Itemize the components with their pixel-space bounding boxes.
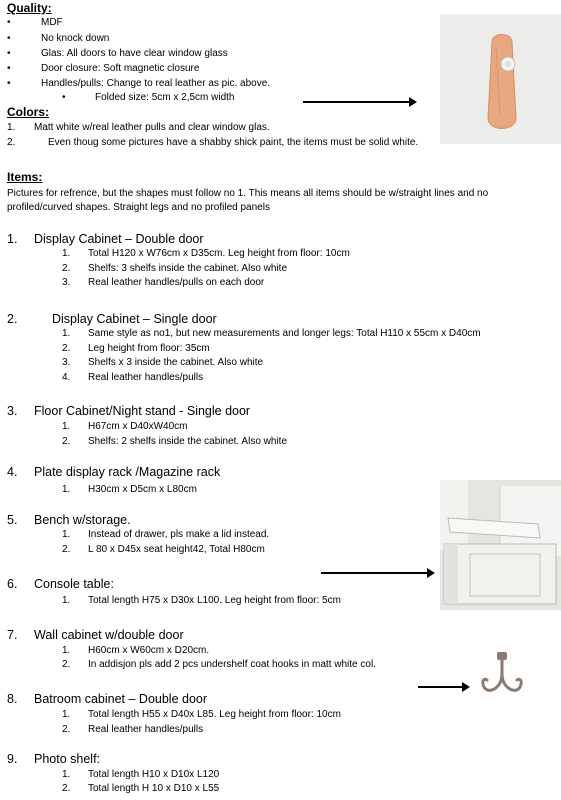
- item-title: Floor Cabinet/Night stand - Single door: [34, 404, 251, 418]
- bench-storage-photo: [440, 480, 561, 610]
- arrow-right-icon: [418, 686, 468, 688]
- item-number: 6.: [7, 577, 18, 591]
- sub-item-number: 3.: [62, 277, 71, 288]
- item-number: 4.: [7, 465, 18, 479]
- bullet-icon: •: [7, 48, 11, 59]
- item-title: Photo shelf:: [34, 752, 101, 766]
- items-intro: Pictures for refrence, but the shapes must follow no 1. This means all items should be w/straight lines and no profiled/curved shapes. Straight legs and no profiled panels: [7, 188, 489, 213]
- sub-item-number: 2.: [62, 544, 71, 555]
- arrow-right-icon: [321, 572, 433, 574]
- quality-bullet: MDF: [41, 17, 63, 28]
- sub-item: Total length H 10 x D10 x L55: [88, 783, 220, 794]
- quality-bullet: Glas: All doors to have clear window glass: [41, 48, 228, 59]
- sub-item-number: 1.: [62, 248, 71, 259]
- colors-item: Even thoug some pictures have a shabby shick paint, the items must be solid white.: [48, 137, 419, 148]
- items-heading: Items:: [7, 170, 43, 184]
- colors-heading: Colors:: [7, 105, 49, 119]
- item-number: 1.: [7, 232, 18, 246]
- colors-item: Matt white w/real leather pulls and clear window glas.: [34, 122, 270, 133]
- item-number: 7.: [7, 628, 18, 642]
- sub-item-number: 1.: [62, 709, 71, 720]
- sub-item-number: 1.: [62, 484, 71, 495]
- bullet-icon: •: [7, 78, 11, 89]
- bullet-icon: •: [7, 17, 11, 28]
- item-number: 8.: [7, 692, 18, 706]
- quality-bullet: Door closure: Soft magnetic closure: [41, 63, 200, 74]
- coat-hook-photo: [475, 650, 529, 704]
- quality-sub-bullet: Folded size: 5cm x 2,5cm width: [95, 92, 235, 103]
- sub-item-number: 3.: [62, 357, 71, 368]
- leather-pull-icon: [440, 14, 561, 144]
- bench-icon: [440, 480, 561, 610]
- sub-item: Real leather handles/pulls on each door: [88, 277, 265, 288]
- sub-item-number: 1.: [62, 645, 71, 656]
- sub-item: Shelfs x 3 inside the cabinet. Also white: [88, 357, 264, 368]
- item-title: Display Cabinet – Single door: [52, 312, 217, 326]
- sub-item: Instead of drawer, pls make a lid instead.: [88, 529, 270, 540]
- sub-item: Total length H10 x D10x L120: [88, 769, 220, 780]
- sub-item-number: 2.: [62, 783, 71, 794]
- sub-item: Leg height from floor: 35cm: [88, 343, 210, 354]
- sub-item: H60cm x W60cm x D20cm.: [88, 645, 210, 656]
- item-title: Plate display rack /Magazine rack: [34, 465, 221, 479]
- sub-item-number: 1.: [62, 769, 71, 780]
- sub-item: Total length H75 x D30x L100. Leg height from floor: 5cm: [88, 595, 341, 606]
- sub-item-number: 2.: [62, 343, 71, 354]
- sub-item-number: 1.: [62, 529, 71, 540]
- sub-item: L 80 x D45x seat height42, Total H80cm: [88, 544, 265, 555]
- arrow-right-icon: [303, 101, 415, 103]
- sub-item: Total H120 x W76cm x D35cm. Leg height from floor: 10cm: [88, 248, 350, 259]
- bullet-icon: •: [7, 63, 11, 74]
- colors-item-number: 2.: [7, 137, 16, 148]
- quality-bullet: No knock down: [41, 33, 110, 44]
- quality-heading: Quality:: [7, 1, 52, 15]
- item-number: 5.: [7, 513, 18, 527]
- sub-item: Shelfs: 2 shelfs inside the cabinet. Also white: [88, 436, 288, 447]
- sub-item-number: 2.: [62, 263, 71, 274]
- sub-item-number: 1.: [62, 421, 71, 432]
- sub-item-number: 1.: [62, 328, 71, 339]
- sub-item-number: 4.: [62, 372, 71, 383]
- sub-item: Real leather handles/pulls: [88, 372, 204, 383]
- item-title: Display Cabinet – Double door: [34, 232, 204, 246]
- sub-item: H30cm x D5cm x L80cm: [88, 484, 197, 495]
- sub-item-number: 2.: [62, 436, 71, 447]
- sub-item: Shelfs: 3 shelfs inside the cabinet. Also white: [88, 263, 288, 274]
- quality-bullet: Handles/pulls: Change to real leather as pic. above.: [41, 78, 271, 89]
- sub-item-number: 1.: [62, 595, 71, 606]
- sub-item: H67cm x D40xW40cm: [88, 421, 188, 432]
- sub-item: Same style as no1, but new measurements and longer legs: Total H110 x 55cm x D40cm: [88, 328, 481, 339]
- item-title: Bench w/storage.: [34, 513, 131, 527]
- item-title: Batroom cabinet – Double door: [34, 692, 208, 706]
- leather-pull-photo: [440, 14, 561, 144]
- colors-item-number: 1.: [7, 122, 16, 133]
- sub-item: Real leather handles/pulls: [88, 724, 204, 735]
- coat-hook-icon: [475, 650, 529, 704]
- sub-item: In addisjon pls add 2 pcs undershelf coat hooks in matt white col.: [88, 659, 376, 670]
- item-number: 2.: [7, 312, 18, 326]
- item-number: 3.: [7, 404, 18, 418]
- item-number: 9.: [7, 752, 18, 766]
- item-title: Console table:: [34, 577, 114, 591]
- sub-item-number: 2.: [62, 724, 71, 735]
- sub-item-number: 2.: [62, 659, 71, 670]
- sub-item: Total length H55 x D40x L85. Leg height from floor: 10cm: [88, 709, 341, 720]
- bullet-icon: •: [62, 92, 66, 103]
- item-title: Wall cabinet w/double door: [34, 628, 184, 642]
- bullet-icon: •: [7, 33, 11, 44]
